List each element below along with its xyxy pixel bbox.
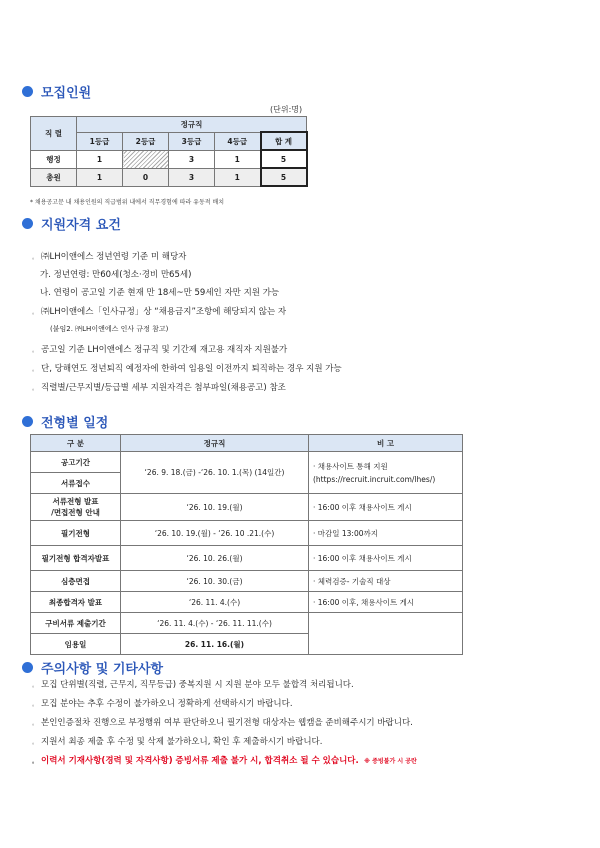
cell-grade2: 0 [123,168,169,186]
bullet-icon [22,86,33,97]
header-stage: 구 분 [31,435,121,452]
bullet-dot-icon: 。 [32,701,39,708]
list-item-text: 모집 분야는 추후 수정이 불가하오니 정확하게 선택하시기 바랍니다. [41,699,293,709]
list-item-text: ㈜LH이앤에스 정년연령 기준 미 해당자 [41,252,187,262]
warning-text: 이력서 기재사항(경력 및 자격사항) 증빙서류 제출 불가 시, 합격취소 될 수 있습니다. [41,756,359,766]
cell-grade3: 3 [169,168,215,186]
table-row [31,592,463,613]
bullet-icon [22,218,33,229]
bullet-dot-icon: 。 [32,385,39,392]
list-item-text: 가. 정년연령: 만60세(청소·경비 만65세) [40,270,192,280]
header-regular: 정규직 [77,117,307,133]
list-item [32,381,286,393]
table-row [31,521,463,546]
list-item-text: 모집 단위별(직렬, 근무지, 직무등급) 중복지원 시 지원 분야 모두 불합격 처리됩니다. [41,680,354,690]
cell-grade4: 1 [215,150,261,168]
list-item-text: 지원서 최종 제출 후 수정 및 삭제 불가하오니, 확인 후 제출하시기 바랍니다. [41,737,323,747]
list-item [32,362,342,374]
header-note: 비 고 [309,435,463,452]
list-item [32,343,287,355]
list-item-text: (붙임2. ㈜LH이앤에스 인사 규정 참고) [50,325,169,333]
unit-label: (단위:명) [270,105,303,114]
date-cell: ‘26. 9. 18.(금) -‘26. 10. 1.(목) (14일간) [121,452,309,494]
stage-cell: 서류접수 [31,473,121,494]
section-title-text: 주의사항 및 기타사항 [41,662,164,677]
date-cell: ‘26. 11. 4.(수) [121,592,309,613]
bullet-dot-icon: 。 [32,682,39,689]
date-cell: ‘26. 11. 4.(수) - ‘26. 11. 11.(수) [121,613,309,634]
section-title-notices [22,658,163,677]
date-cell: ‘26. 10. 19.(월) - ‘26. 10 .21.(수) [121,521,309,546]
list-item [32,305,286,317]
list-item [32,697,293,709]
warning-small-text: ※ 증빙불가 시 공란 [364,758,417,765]
stage-cell: 구비서류 제출기간 [31,613,121,634]
row-name: 총원 [31,168,77,186]
header-grade: 1등급 [77,132,123,150]
stage-cell: 최종합격자 발표 [31,592,121,613]
cell-total: 5 [261,150,307,168]
header-grade: 3등급 [169,132,215,150]
list-item [32,716,413,728]
stage-cell: 공고기간 [31,452,121,473]
table-row [31,571,463,592]
bullet-dot-icon: 。 [32,309,39,316]
list-item [32,678,354,690]
recruit-note: * 채용공고문 내 채용인원의 직급범위 내에서 직무경험에 따라 유동적 배치 [30,199,225,206]
stage-cell: 필기전형 [31,521,121,546]
list-item [32,735,322,747]
bullet-dot-icon: 。 [32,347,39,354]
date-cell: ‘26. 10. 26.(월) [121,546,309,571]
table-row [31,546,463,571]
note-cell: · 마감일 13:00까지 [309,521,463,546]
section-title-recruit [22,82,91,101]
header-grade: 4등급 [215,132,261,150]
cell-grade4: 1 [215,168,261,186]
stage-cell: 심층면접 [31,571,121,592]
list-item [40,286,279,298]
list-item-text: 단, 당해연도 정년퇴직 예정자에 한하여 임용일 이전까지 퇴직하는 경우 지원 가능 [41,364,342,374]
header-total: 합 계 [261,132,307,150]
note-cell: · 16:00 이후, 채용사이트 게시 [309,592,463,613]
header-grade: 2등급 [123,132,169,150]
list-item-text: ㈜LH이앤에스「인사규정」상 “채용금지”조항에 해당되지 않는 자 [41,307,287,317]
cell-grade1: 1 [77,168,123,186]
bullet-dot-icon: 。 [32,720,39,727]
table-row [31,150,307,168]
list-item-text: 공고일 기준 LH이앤에스 정규직 및 기간제 재고용 재직자 지원불가 [41,345,288,355]
bullet-dot-icon: 。 [32,739,39,746]
stage-cell: 임용일 [31,634,121,655]
stage-cell: 필기전형 합격자발표 [31,546,121,571]
date-cell: ‘26. 10. 19.(월) [121,494,309,521]
bullet-icon [22,662,33,673]
cell-grade3: 3 [169,150,215,168]
row-name: 행정 [31,150,77,168]
note-cell: · 16:00 이후 채용사이트 게시 [309,546,463,571]
note-cell: · 체력검증- 기술직 대상 [309,571,463,592]
header-regular: 정규직 [121,435,309,452]
bullet-dot-icon: 。 [32,366,39,373]
section-title-qualifications [22,214,121,233]
note-cell [309,452,463,494]
cell-total: 5 [261,168,307,186]
list-item [40,268,191,280]
warning-item [32,754,417,766]
table-row [31,452,463,473]
recruit-table [30,116,308,187]
schedule-table [30,434,463,655]
table-row [31,494,463,521]
list-item-text: 나. 연령이 공고일 기준 현재 만 18세~만 59세인 자만 지원 가능 [40,288,280,298]
date-cell: 26. 11. 16.(월) [121,634,309,655]
date-cell: ‘26. 10. 30.(금) [121,571,309,592]
list-item [50,324,168,334]
cell-grade1: 1 [77,150,123,168]
section-title-schedule [22,412,108,431]
header-job: 직 렬 [31,117,77,151]
list-item [32,250,186,262]
table-row [31,613,463,634]
section-title-text: 전형별 일정 [41,416,109,431]
section-title-text: 지원자격 요건 [41,218,121,233]
note-cell-empty [309,613,463,655]
stage-cell: 서류전형 발표 /면접전형 안내 [31,494,121,521]
cell-grade2-hatched [123,150,169,168]
list-item-text: 본인인증절차 진행으로 부정행위 여부 판단하오니 필기전형 대상자는 웹캠을 준비해주시기 바랍니다. [41,718,413,728]
note-cell: · 16:00 이후 채용사이트 게시 [309,494,463,521]
note-line: (https://recruit.incruit.com/lhes/) [313,474,436,484]
table-row-total [31,168,307,186]
bullet-dot-icon: 。 [32,254,39,261]
note-line: · 채용사이트 통해 지원 [313,461,388,471]
section-title-text: 모집인원 [41,86,92,101]
list-item-text: 직렬별/근무지별/등급별 세부 지원자격은 첨부파일(채용공고) 참조 [41,383,286,393]
bullet-icon [22,416,33,427]
bullet-dot-icon: 。 [32,758,39,765]
